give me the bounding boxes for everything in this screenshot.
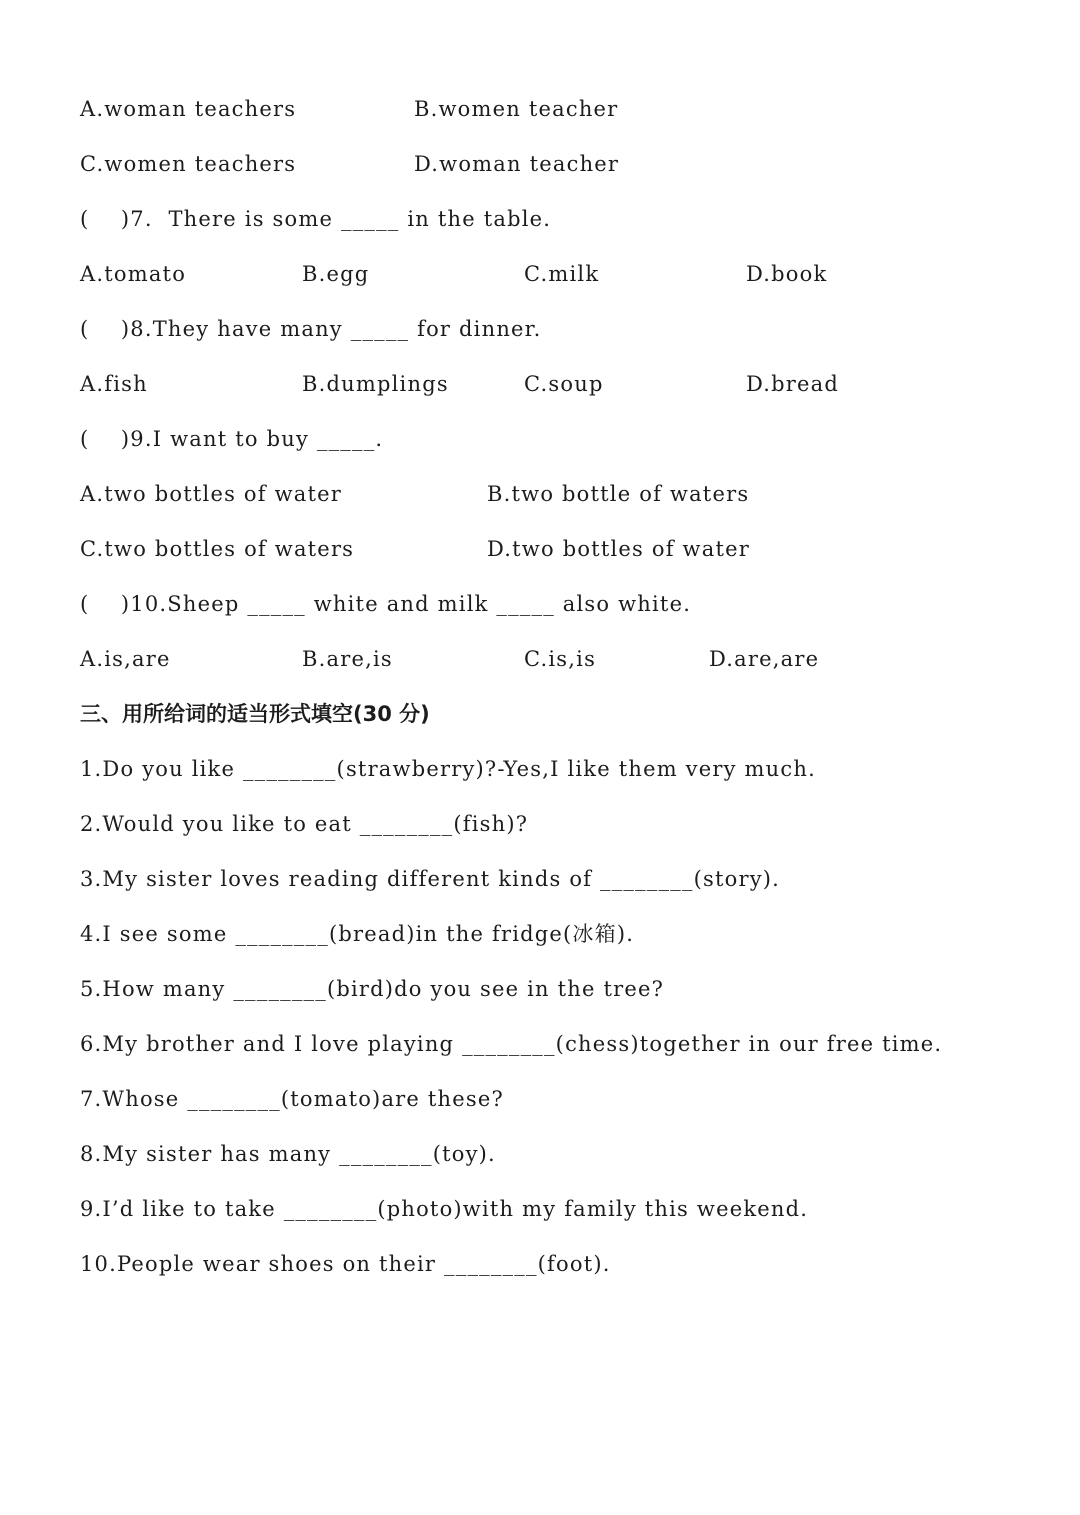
q6-option-a: A.woman teachers bbox=[80, 97, 297, 121]
fill-item: 6.My brother and I love playing ________(chess)together in our free time. bbox=[80, 1032, 943, 1056]
fill-item: 1.Do you like ________(strawberry)?-Yes,I like them very much. bbox=[80, 757, 816, 781]
q8-option-c: C.soup bbox=[524, 372, 604, 396]
q9-option-d: D.two bottles of water bbox=[487, 537, 750, 561]
q10-option-d: D.are,are bbox=[709, 647, 820, 671]
fill-item: 8.My sister has many ________(toy). bbox=[80, 1142, 496, 1166]
fill-item: 4.I see some ________(bread)in the fridge(冰箱). bbox=[80, 922, 635, 946]
fill-item: 5.How many ________(bird)do you see in the tree? bbox=[80, 977, 665, 1001]
q8-option-b: B.dumplings bbox=[302, 372, 449, 396]
q7-option-b: B.egg bbox=[302, 262, 370, 286]
q6-option-d: D.woman teacher bbox=[414, 152, 620, 176]
q9-option-c: C.two bottles of waters bbox=[80, 537, 355, 561]
q7-stem: ( )7. There is some _____ in the table. bbox=[80, 207, 552, 231]
fill-item: 2.Would you like to eat ________(fish)? bbox=[80, 812, 529, 836]
q10-option-b: B.are,is bbox=[302, 647, 393, 671]
q10-stem: ( )10.Sheep _____ white and milk _____ also white. bbox=[80, 592, 692, 616]
fill-item: 9.I’d like to take ________(photo)with my family this weekend. bbox=[80, 1197, 809, 1221]
fill-item: 7.Whose ________(tomato)are these? bbox=[80, 1087, 504, 1111]
q10-option-c: C.is,is bbox=[524, 647, 597, 671]
q8-stem: ( )8.They have many _____ for dinner. bbox=[80, 317, 542, 341]
q9-stem: ( )9.I want to buy _____. bbox=[80, 427, 384, 451]
q6-option-c: C.women teachers bbox=[80, 152, 297, 176]
q8-option-a: A.fish bbox=[80, 372, 148, 396]
q8-option-d: D.bread bbox=[746, 372, 840, 396]
q9-option-b: B.two bottle of waters bbox=[487, 482, 750, 506]
fill-item: 10.People wear shoes on their ________(foot). bbox=[80, 1252, 611, 1276]
q6-option-b: B.women teacher bbox=[414, 97, 619, 121]
q7-option-d: D.book bbox=[746, 262, 828, 286]
fill-item: 3.My sister loves reading different kinds of ________(story). bbox=[80, 867, 781, 891]
q7-option-c: C.milk bbox=[524, 262, 600, 286]
q10-option-a: A.is,are bbox=[80, 647, 171, 671]
q9-option-a: A.two bottles of water bbox=[80, 482, 343, 506]
q7-option-a: A.tomato bbox=[80, 262, 187, 286]
section-heading: 三、用所给词的适当形式填空(30 分) bbox=[80, 702, 430, 726]
